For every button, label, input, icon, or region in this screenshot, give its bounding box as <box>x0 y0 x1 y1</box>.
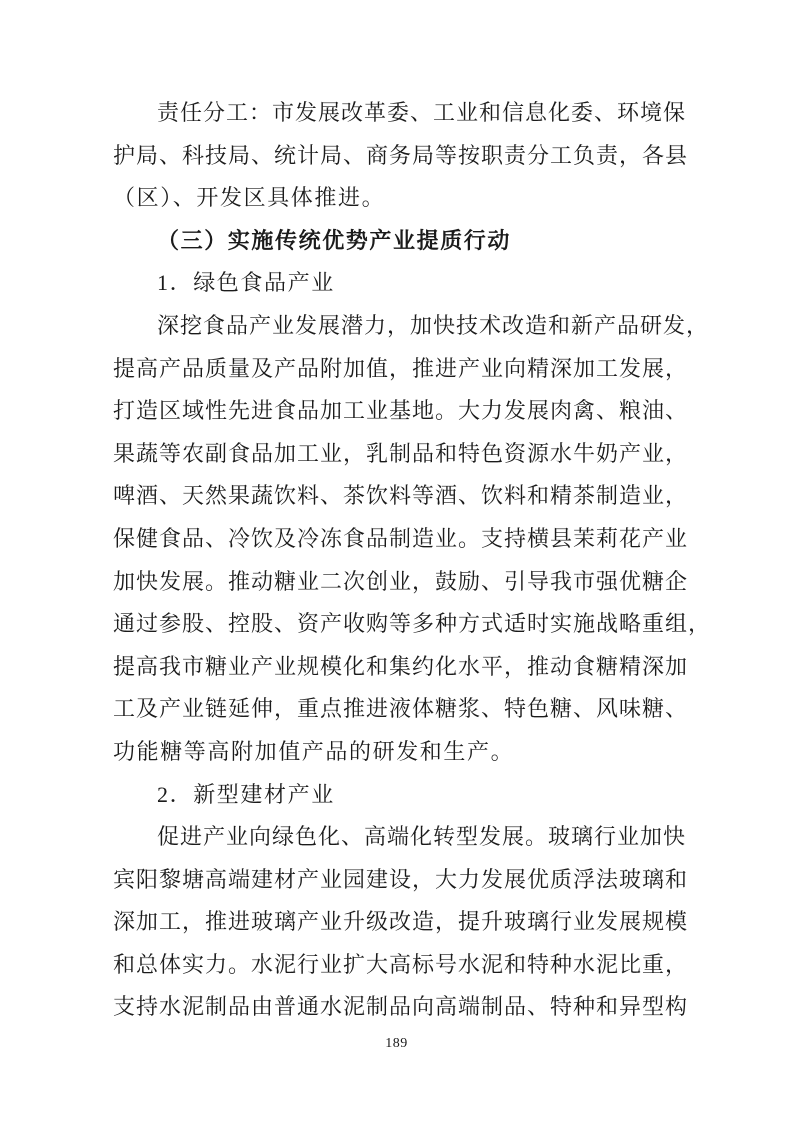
text-line: 工及产业链延伸，重点推进液体糖浆、特色糖、风味糖、 <box>113 696 689 722</box>
text-line: 啤酒、天然果蔬饮料、茶饮料等酒、饮料和精茶制造业， <box>113 483 689 509</box>
text-line: 深加工，推进玻璃产业升级改造，提升玻璃行业发展规模 <box>113 909 689 935</box>
text-line: 果蔬等农副食品加工业，乳制品和特色资源水牛奶产业， <box>113 440 689 466</box>
text-line: 保健食品、冷饮及冷冻食品制造业。支持横县茉莉花产业 <box>113 525 689 551</box>
text-line: 深挖食品产业发展潜力，加快技术改造和新产品研发， <box>157 312 710 338</box>
text-line: 护局、科技局、统计局、商务局等按职责分工负责，各县 <box>113 142 689 168</box>
text-line: （区）、开发区具体推进。 <box>113 185 386 211</box>
document-text-body <box>113 92 712 1029</box>
paragraph-green-food-industry <box>113 305 712 774</box>
page-number: 189 <box>385 1036 408 1051</box>
subsection-2-building-materials-title: 2．新型建材产业 <box>157 781 335 807</box>
text-line: 支持水泥制品由普通水泥制品向高端制品、特种和异型构 <box>113 994 689 1020</box>
section-heading-3: （三）实施传统优势产业提质行动 <box>157 227 512 253</box>
text-line: 促进产业向绿色化、高端化转型发展。玻璃行业加快 <box>157 824 687 850</box>
text-line: 打造区域性先进食品加工业基地。大力发展肉禽、粮油、 <box>113 398 689 424</box>
text-line: 提高产品质量及产品附加值，推进产业向精深加工发展， <box>113 355 689 381</box>
text-line: 提高我市糖业产业规模化和集约化水平，推动食糖精深加 <box>113 653 689 679</box>
text-line: 和总体实力。水泥行业扩大高标号水泥和特种水泥比重， <box>113 951 689 977</box>
paragraph-responsibility <box>113 92 689 220</box>
text-line: 通过参股、控股、资产收购等多种方式适时实施战略重组， <box>113 611 712 637</box>
text-line: 加快发展。推动糖业二次创业，鼓励、引导我市强优糖企 <box>113 568 689 594</box>
text-line: 宾阳黎塘高端建材产业园建设，大力发展优质浮法玻璃和 <box>113 866 689 892</box>
subsection-1-green-food-title: 1．绿色食品产业 <box>157 270 335 296</box>
text-line: 责任分工：市发展改革委、工业和信息化委、环境保 <box>157 100 687 125</box>
text-line: 功能糖等高附加值产品的研发和生产。 <box>113 738 515 764</box>
paragraph-building-materials-industry <box>113 816 689 1029</box>
